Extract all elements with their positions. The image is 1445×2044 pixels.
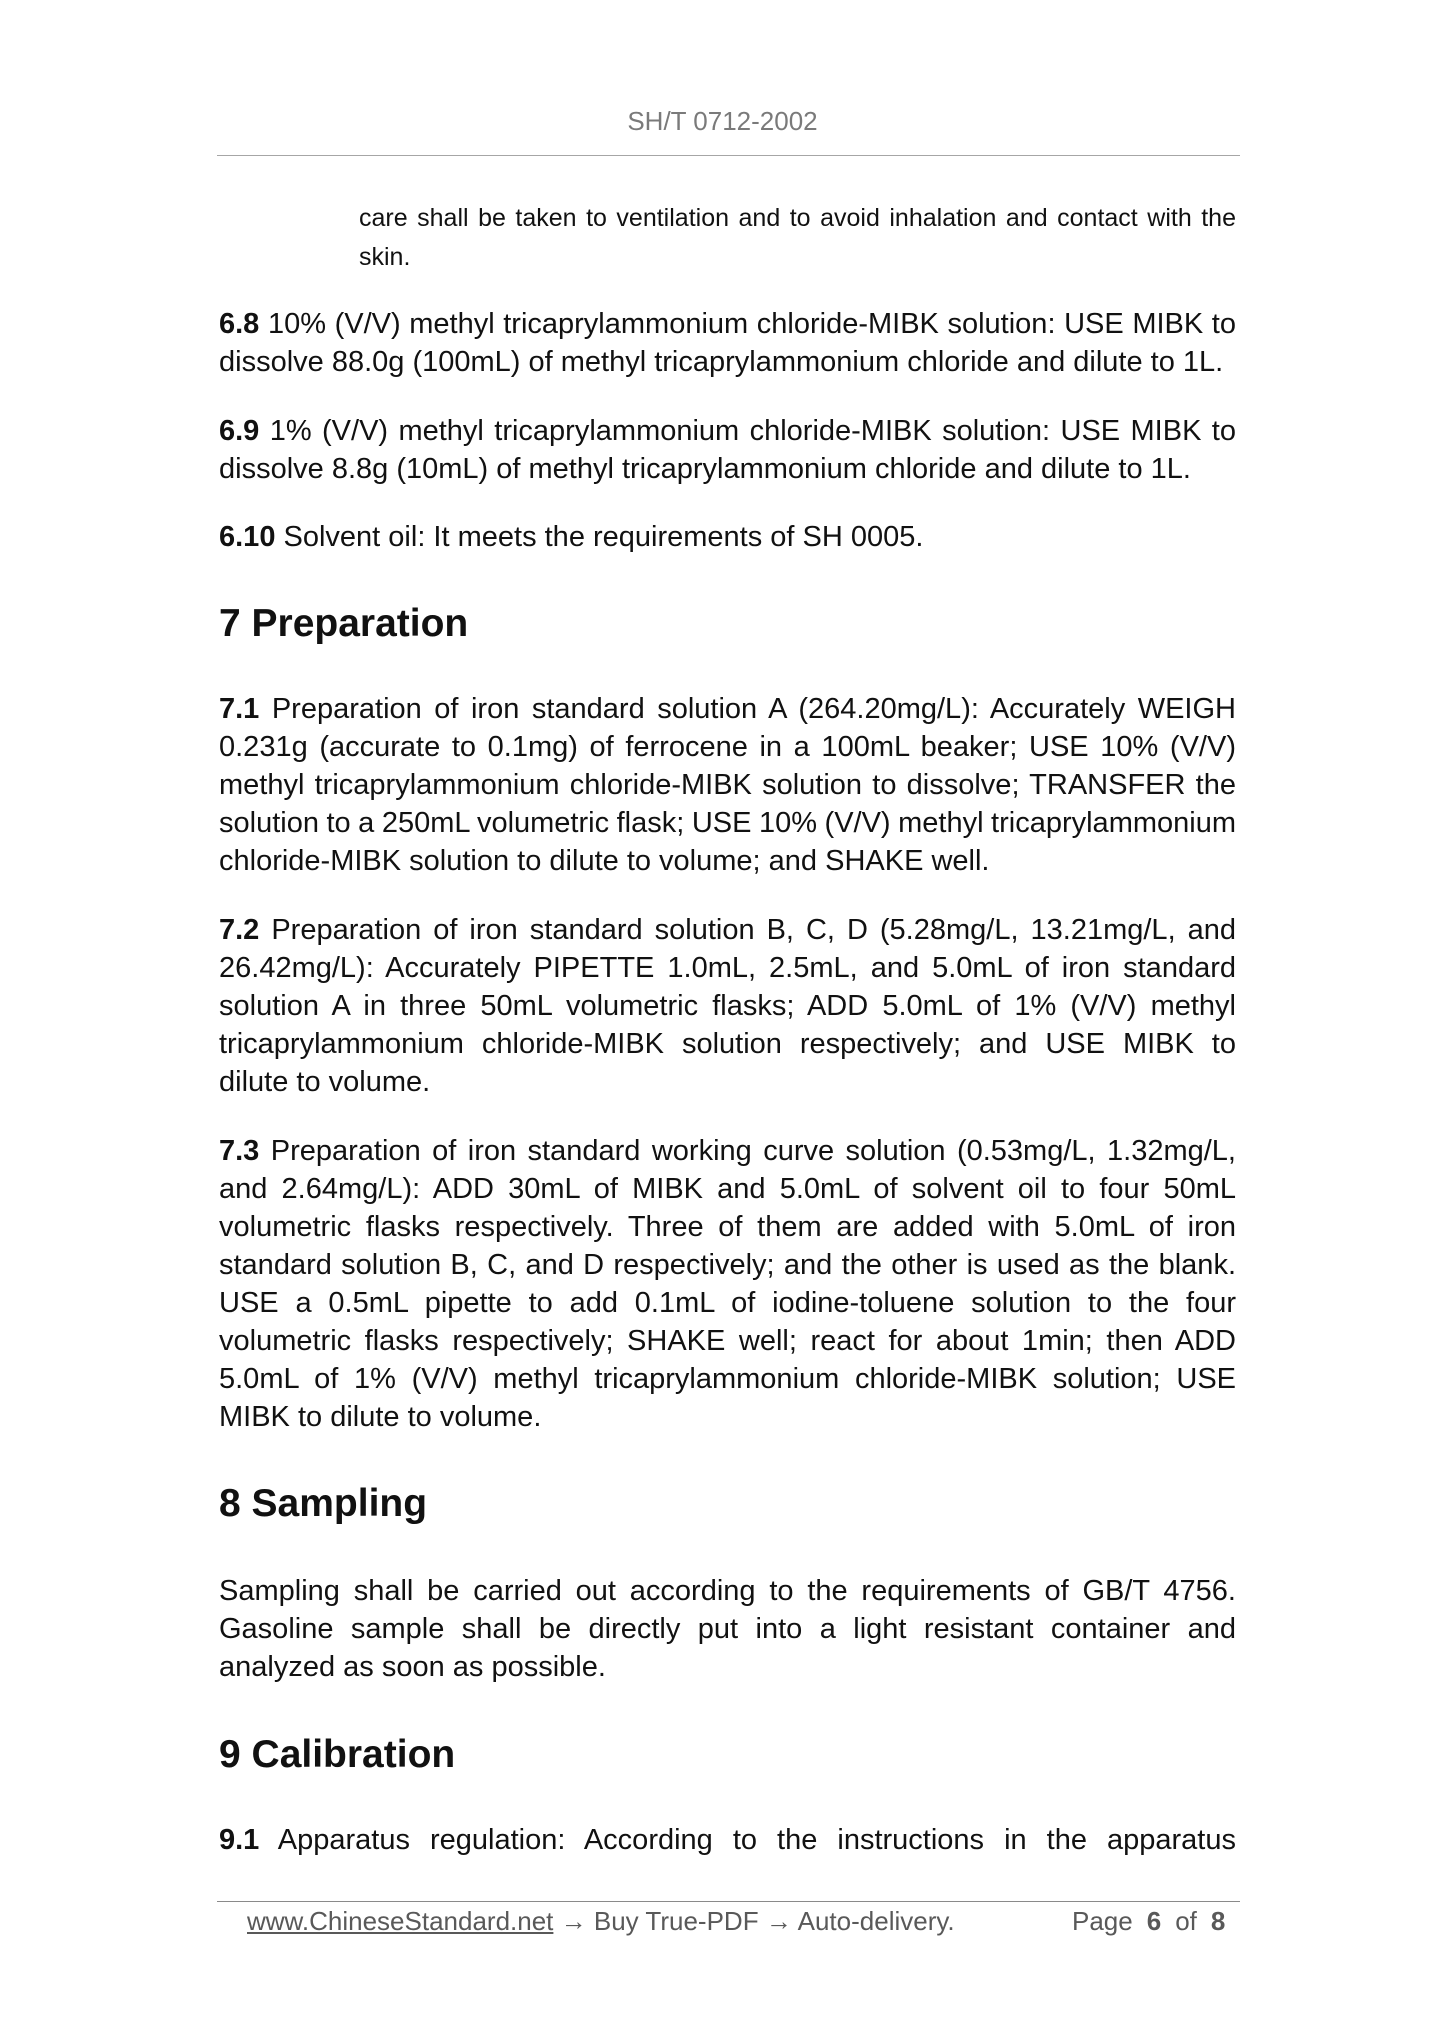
text-line-content	[219, 1135, 1236, 1167]
text-line	[359, 238, 1236, 277]
text-line-content: Gasoline sample shall be directly put into a light resistant container and	[219, 1613, 1236, 1645]
text-line	[219, 766, 1236, 804]
text-line	[219, 1170, 1236, 1208]
text-line-content	[219, 693, 1236, 725]
text-line	[219, 1610, 1236, 1648]
clause-6-8	[219, 305, 1236, 381]
text-line-content: USE a 0.5mL pipette to add 0.1mL of iodine-toluene solution to the four	[219, 1287, 1236, 1319]
text-line	[219, 1322, 1236, 1360]
carryover-paragraph	[359, 199, 1236, 277]
text-line	[219, 1025, 1236, 1063]
clause-7-1	[219, 690, 1236, 880]
text-line-content: tricaprylammonium chloride-MIBK solution respectively; and USE MIBK to	[219, 1028, 1236, 1060]
clause-number: 6.8	[219, 308, 260, 340]
text-line	[219, 728, 1236, 766]
text-line	[219, 1284, 1236, 1322]
text-line-content: solution A in three 50mL volumetric flasks; ADD 5.0mL of 1% (V/V) methyl	[219, 990, 1236, 1022]
text-line	[219, 1132, 1236, 1170]
page-current: 6	[1146, 1906, 1162, 1936]
text-line-content: 26.42mg/L): Accurately PIPETTE 1.0mL, 2.5mL, and 5.0mL of iron standard	[219, 952, 1236, 984]
footer-promo	[247, 1904, 955, 1938]
text-line	[219, 1208, 1236, 1246]
text-line-content: dilute to volume.	[219, 1066, 431, 1098]
sampling-paragraph	[219, 1572, 1236, 1686]
section-heading-preparation: 7 Preparation	[219, 602, 469, 645]
text-line	[219, 518, 1236, 556]
text-line	[219, 842, 1236, 880]
text-line	[359, 199, 1236, 238]
footer-rule	[217, 1901, 1240, 1902]
clause-7-2	[219, 911, 1236, 1101]
clause-text: Preparation of iron standard solution A (264.20mg/L): Accurately WEIGH	[271, 693, 1236, 725]
text-line	[219, 690, 1236, 728]
text-line-content: and 2.64mg/L): ADD 30mL of MIBK and 5.0mL of solvent oil to four 50mL	[219, 1173, 1236, 1205]
page-indicator	[1072, 1904, 1225, 1938]
text-line-content: skin.	[359, 243, 411, 271]
clause-text: 1% (V/V) methyl tricaprylammonium chloride-MIBK solution: USE MIBK to	[269, 415, 1236, 447]
text-line	[219, 343, 1236, 381]
text-line	[219, 1572, 1236, 1610]
clause-6-9	[219, 412, 1236, 488]
text-line	[219, 911, 1236, 949]
text-line	[219, 1360, 1236, 1398]
clause-number: 9.1	[219, 1824, 260, 1856]
text-line	[219, 949, 1236, 987]
clause-number: 6.10	[219, 521, 276, 553]
text-line-content	[219, 521, 923, 553]
text-line	[219, 1821, 1236, 1859]
clause-7-3	[219, 1132, 1236, 1436]
clause-number: 7.2	[219, 914, 260, 946]
text-line-content: methyl tricaprylammonium chloride-MIBK solution to dissolve; TRANSFER the	[219, 769, 1236, 801]
clause-number: 7.1	[219, 693, 260, 725]
page-label: Page	[1072, 1906, 1133, 1936]
arrow-icon: →	[765, 1906, 792, 1936]
text-line	[219, 305, 1236, 343]
text-line	[219, 450, 1236, 488]
text-line	[219, 804, 1236, 842]
text-line-content	[219, 914, 1236, 946]
clause-text: Preparation of iron standard working curve solution (0.53mg/L, 1.32mg/L,	[270, 1135, 1236, 1167]
clause-text: Apparatus regulation: According to the instructions in the apparatus	[277, 1824, 1236, 1856]
text-line-content	[219, 1824, 1236, 1856]
text-line-content: solution to a 250mL volumetric flask; USE 10% (V/V) methyl tricaprylammonium	[219, 807, 1236, 839]
clause-number: 6.9	[219, 415, 260, 447]
site-link[interactable]: www.ChineseStandard.net	[247, 1906, 554, 1936]
text-line-content: chloride-MIBK solution to dilute to volume; and SHAKE well.	[219, 845, 990, 877]
header-rule	[217, 155, 1240, 156]
running-header-doc-code: SH/T 0712-2002	[627, 106, 818, 136]
text-line-content: MIBK to dilute to volume.	[219, 1401, 542, 1433]
clause-number: 7.3	[219, 1135, 260, 1167]
page-total: 8	[1210, 1906, 1226, 1936]
text-line-content	[219, 415, 1236, 447]
text-line-content: volumetric flasks respectively; SHAKE well; react for about 1min; then ADD	[219, 1325, 1236, 1357]
text-line-content	[219, 308, 1236, 340]
buy-label: Buy True-PDF	[593, 1906, 759, 1936]
section-heading-calibration: 9 Calibration	[219, 1733, 456, 1776]
clause-text: Solvent oil: It meets the requirements of SH 0005.	[283, 521, 924, 553]
text-line-content: 0.231g (accurate to 0.1mg) of ferrocene in a 100mL beaker; USE 10% (V/V)	[219, 731, 1236, 763]
text-line-content: analyzed as soon as possible.	[219, 1651, 606, 1683]
text-line-content: Sampling shall be carried out according to the requirements of GB/T 4756.	[219, 1575, 1236, 1607]
text-line-content: dissolve 8.8g (10mL) of methyl tricaprylammonium chloride and dilute to 1L.	[219, 453, 1191, 485]
of-label: of	[1175, 1906, 1197, 1936]
section-heading-sampling: 8 Sampling	[219, 1482, 428, 1525]
text-line-content: 5.0mL of 1% (V/V) methyl tricaprylammonium chloride-MIBK solution; USE	[219, 1363, 1236, 1395]
text-line-content: standard solution B, C, and D respectively; and the other is used as the blank.	[219, 1249, 1236, 1281]
text-line-content: dissolve 88.0g (100mL) of methyl tricaprylammonium chloride and dilute to 1L.	[219, 346, 1224, 378]
text-line	[219, 1648, 1236, 1686]
clause-6-10	[219, 518, 1236, 556]
text-line	[219, 987, 1236, 1025]
text-line-content: care shall be taken to ventilation and to avoid inhalation and contact with the	[359, 204, 1236, 232]
clause-text: Preparation of iron standard solution B, C, D (5.28mg/L, 13.21mg/L, and	[271, 914, 1236, 946]
text-line	[219, 1398, 1236, 1436]
text-line	[219, 412, 1236, 450]
clause-text: 10% (V/V) methyl tricaprylammonium chloride-MIBK solution: USE MIBK to	[267, 308, 1236, 340]
text-line-content: volumetric flasks respectively. Three of them are added with 5.0mL of iron	[219, 1211, 1236, 1243]
delivery-label: Auto-delivery.	[797, 1906, 955, 1936]
arrow-icon: →	[560, 1906, 587, 1936]
clause-9-1	[219, 1821, 1236, 1859]
text-line	[219, 1246, 1236, 1284]
text-line	[219, 1063, 1236, 1101]
